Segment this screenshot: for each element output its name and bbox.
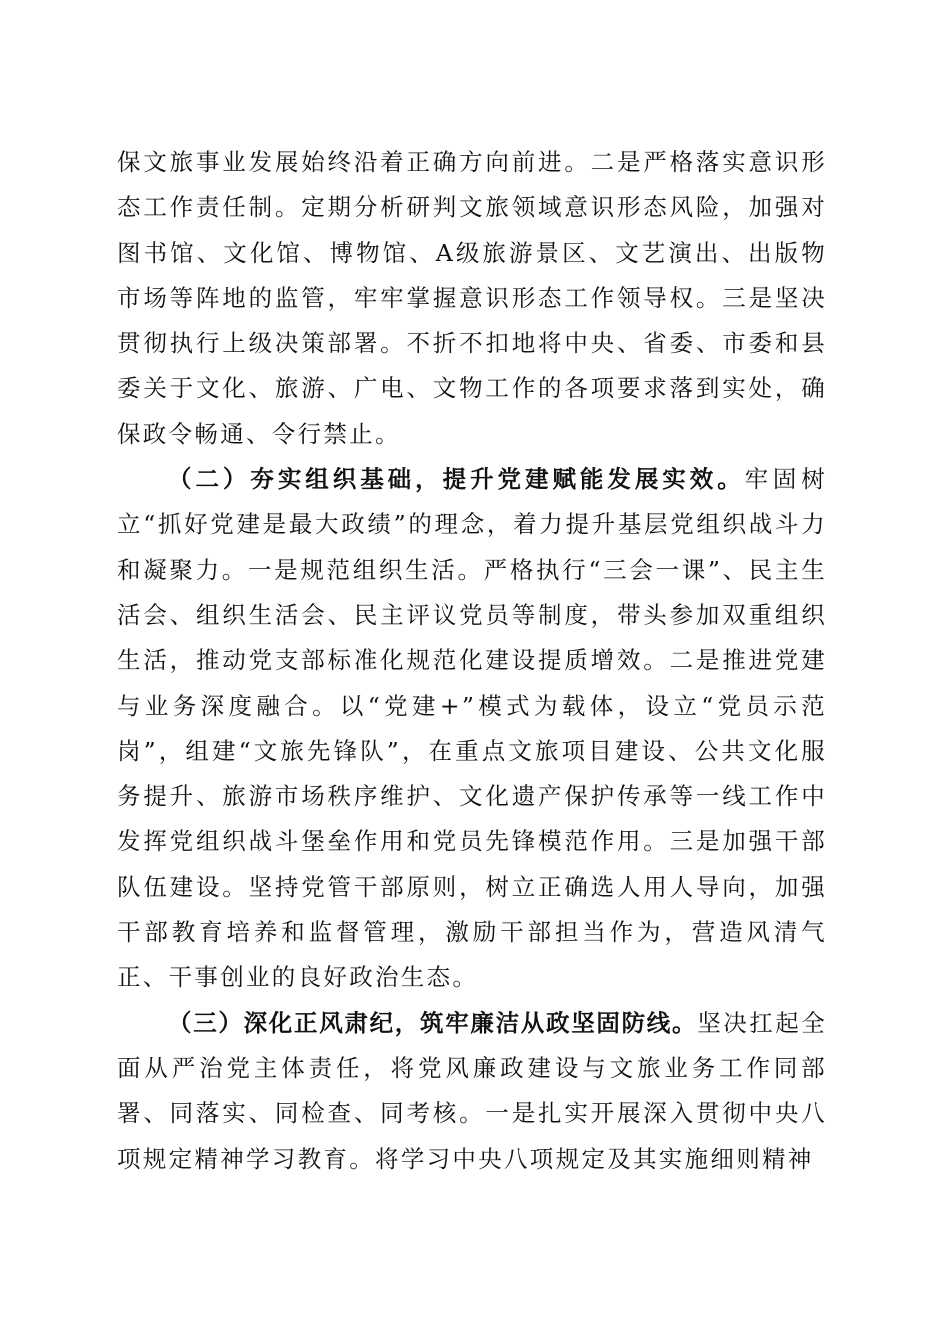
paragraph-text: 牢固树立“抓好党建是最大政绩”的理念，着力提升基层党组织战斗力和凝聚力。一是规范组织生活。严格执行“三会一课”、民主生活会、组织生活会、民主评议党员等制度，带头参加双重组织生活，推动党支部标准化规范化建设提质增效。二是推进党建与业务深度融合。以“党建+”模式为载体，设立“党员示范岗”，组建“文旅先锋队”，在重点文旅项目建设、公共文化服务提升、旅游市场秩序维护、文化遗产保护传承等一线工作中发挥党组织战斗堡垒作用和党员先锋模范作用。三是加强干部队伍建设。坚持党管干部原则，树立正确选人用人导向，加强干部教育培养和监督管理，激励干部担当作为，营造风清气正、干事创业的良好政治生态。: [117, 465, 827, 992]
paragraph-text: 坚决扛起全面从严治党主体责任，将党风廉政建设与文旅业务工作同部署、同落实、同检查、同考核。一是扎实开展深入贯彻中央八项规定精神学习教育。将学习中央八项规定及其实施细则精神: [117, 1008, 828, 1173]
paragraph-section-3: [117, 1001, 827, 1182]
section-heading: （三）深化正风肃纪，筑牢廉洁从政坚固防线。: [168, 1008, 698, 1037]
paragraph-continuation: [117, 140, 827, 457]
section-heading: （二）夯实组织基础，提升党建赋能发展实效。: [168, 465, 745, 494]
document-body: [117, 140, 827, 1182]
paragraph-text: 保文旅事业发展始终沿着正确方向前进。二是严格落实意识形态工作责任制。定期分析研判文旅领域意识形态风险，加强对图书馆、文化馆、博物馆、A级旅游景区、文艺演出、出版物市场等阵地的监管，牢牢掌握意识形态工作领导权。三是坚决贯彻执行上级决策部署。不折不扣地将中央、省委、市委和县委关于文化、旅游、广电、文物工作的各项要求落到实处，确保政令畅通、令行禁止。: [117, 148, 827, 448]
paragraph-section-2: [117, 457, 827, 1001]
